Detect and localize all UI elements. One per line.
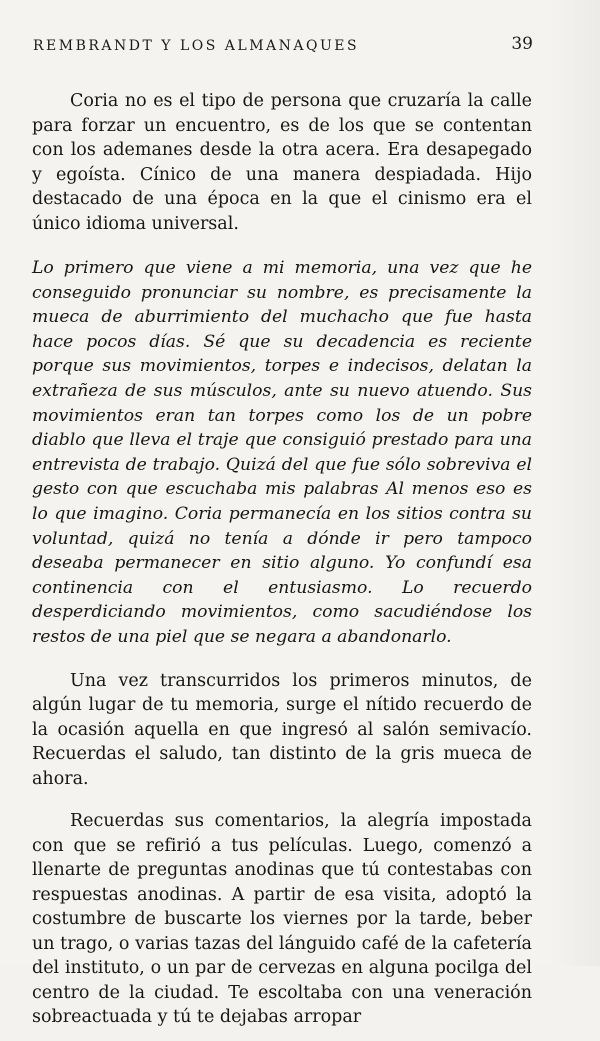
running-head: REMBRANDT Y LOS ALMANAQUES [33,38,360,54]
paragraph-italic-memory: Lo primero que viene a mi memoria, una vez que he conseguido pronunciar su nombre, es precisamente la mueca de aburrimiento del muchacho que fue hasta hace pocos días. Sé que su decadencia es reciente porque sus movimientos, torpes e indecisos, delatan la extrañeza de sus músculos, ante su nuevo atuendo. Sus movimientos eran tan torpes como los de un pobre diablo que lleva el traje que consiguió prestado para una entrevista de trabajo. Quizá del que fue sólo sobreviva el gesto con que escuchaba mis palabras Al menos eso es lo que imagino. Coria permanecía en los sitios contra su voluntad, quizá no tenía a dónde ir pero tampoco deseaba permanecer en sitio alguno. Yo confundí esa continencia con el entusiasmo. Lo recuerdo desperdiciando movimientos, como sacudiéndose los restos de una piel que se negara a abandonarlo. [32,258,532,647]
paragraph-comments: Recuerdas sus comentarios, la alegría impostada con que se refirió a tus películas. Luego, comenzó a llenarte de preguntas anodinas que tú contestabas con respuestas anodinas. A partir de esa visita, adoptó la costumbre de buscarte los viernes por la tarde, beber un trago, o varias tazas del lánguido café de la cafetería del instituto, o un par de cervezas en alguna pocilga del centro de la ciudad. Te escoltaba con una veneración sobreactuada y tú te dejabas arropar [32,811,532,1027]
body-text [32,89,532,1041]
page-number: 39 [511,34,533,54]
page-edge-shadow [550,0,600,966]
paragraph-first-minutes: Una vez transcurridos los primeros minutos, de algún lugar de tu memoria, surge el nítido recuerdo de la ocasión aquella en que ingresó al salón semivacío. Recuerdas el saludo, tan distinto de la gris mueca de ahora. [32,670,532,789]
page-header [33,32,533,62]
paragraph-coria-intro: Coria no es el tipo de persona que cruzaría la calle para forzar un encuentro, es de los que se contentan con los ademanes desde la otra acera. Era desapegado y egoísta. Cínico de una manera despiadada. Hijo destacado de una época en la que el cinismo era el único idioma universal. [32,91,532,234]
